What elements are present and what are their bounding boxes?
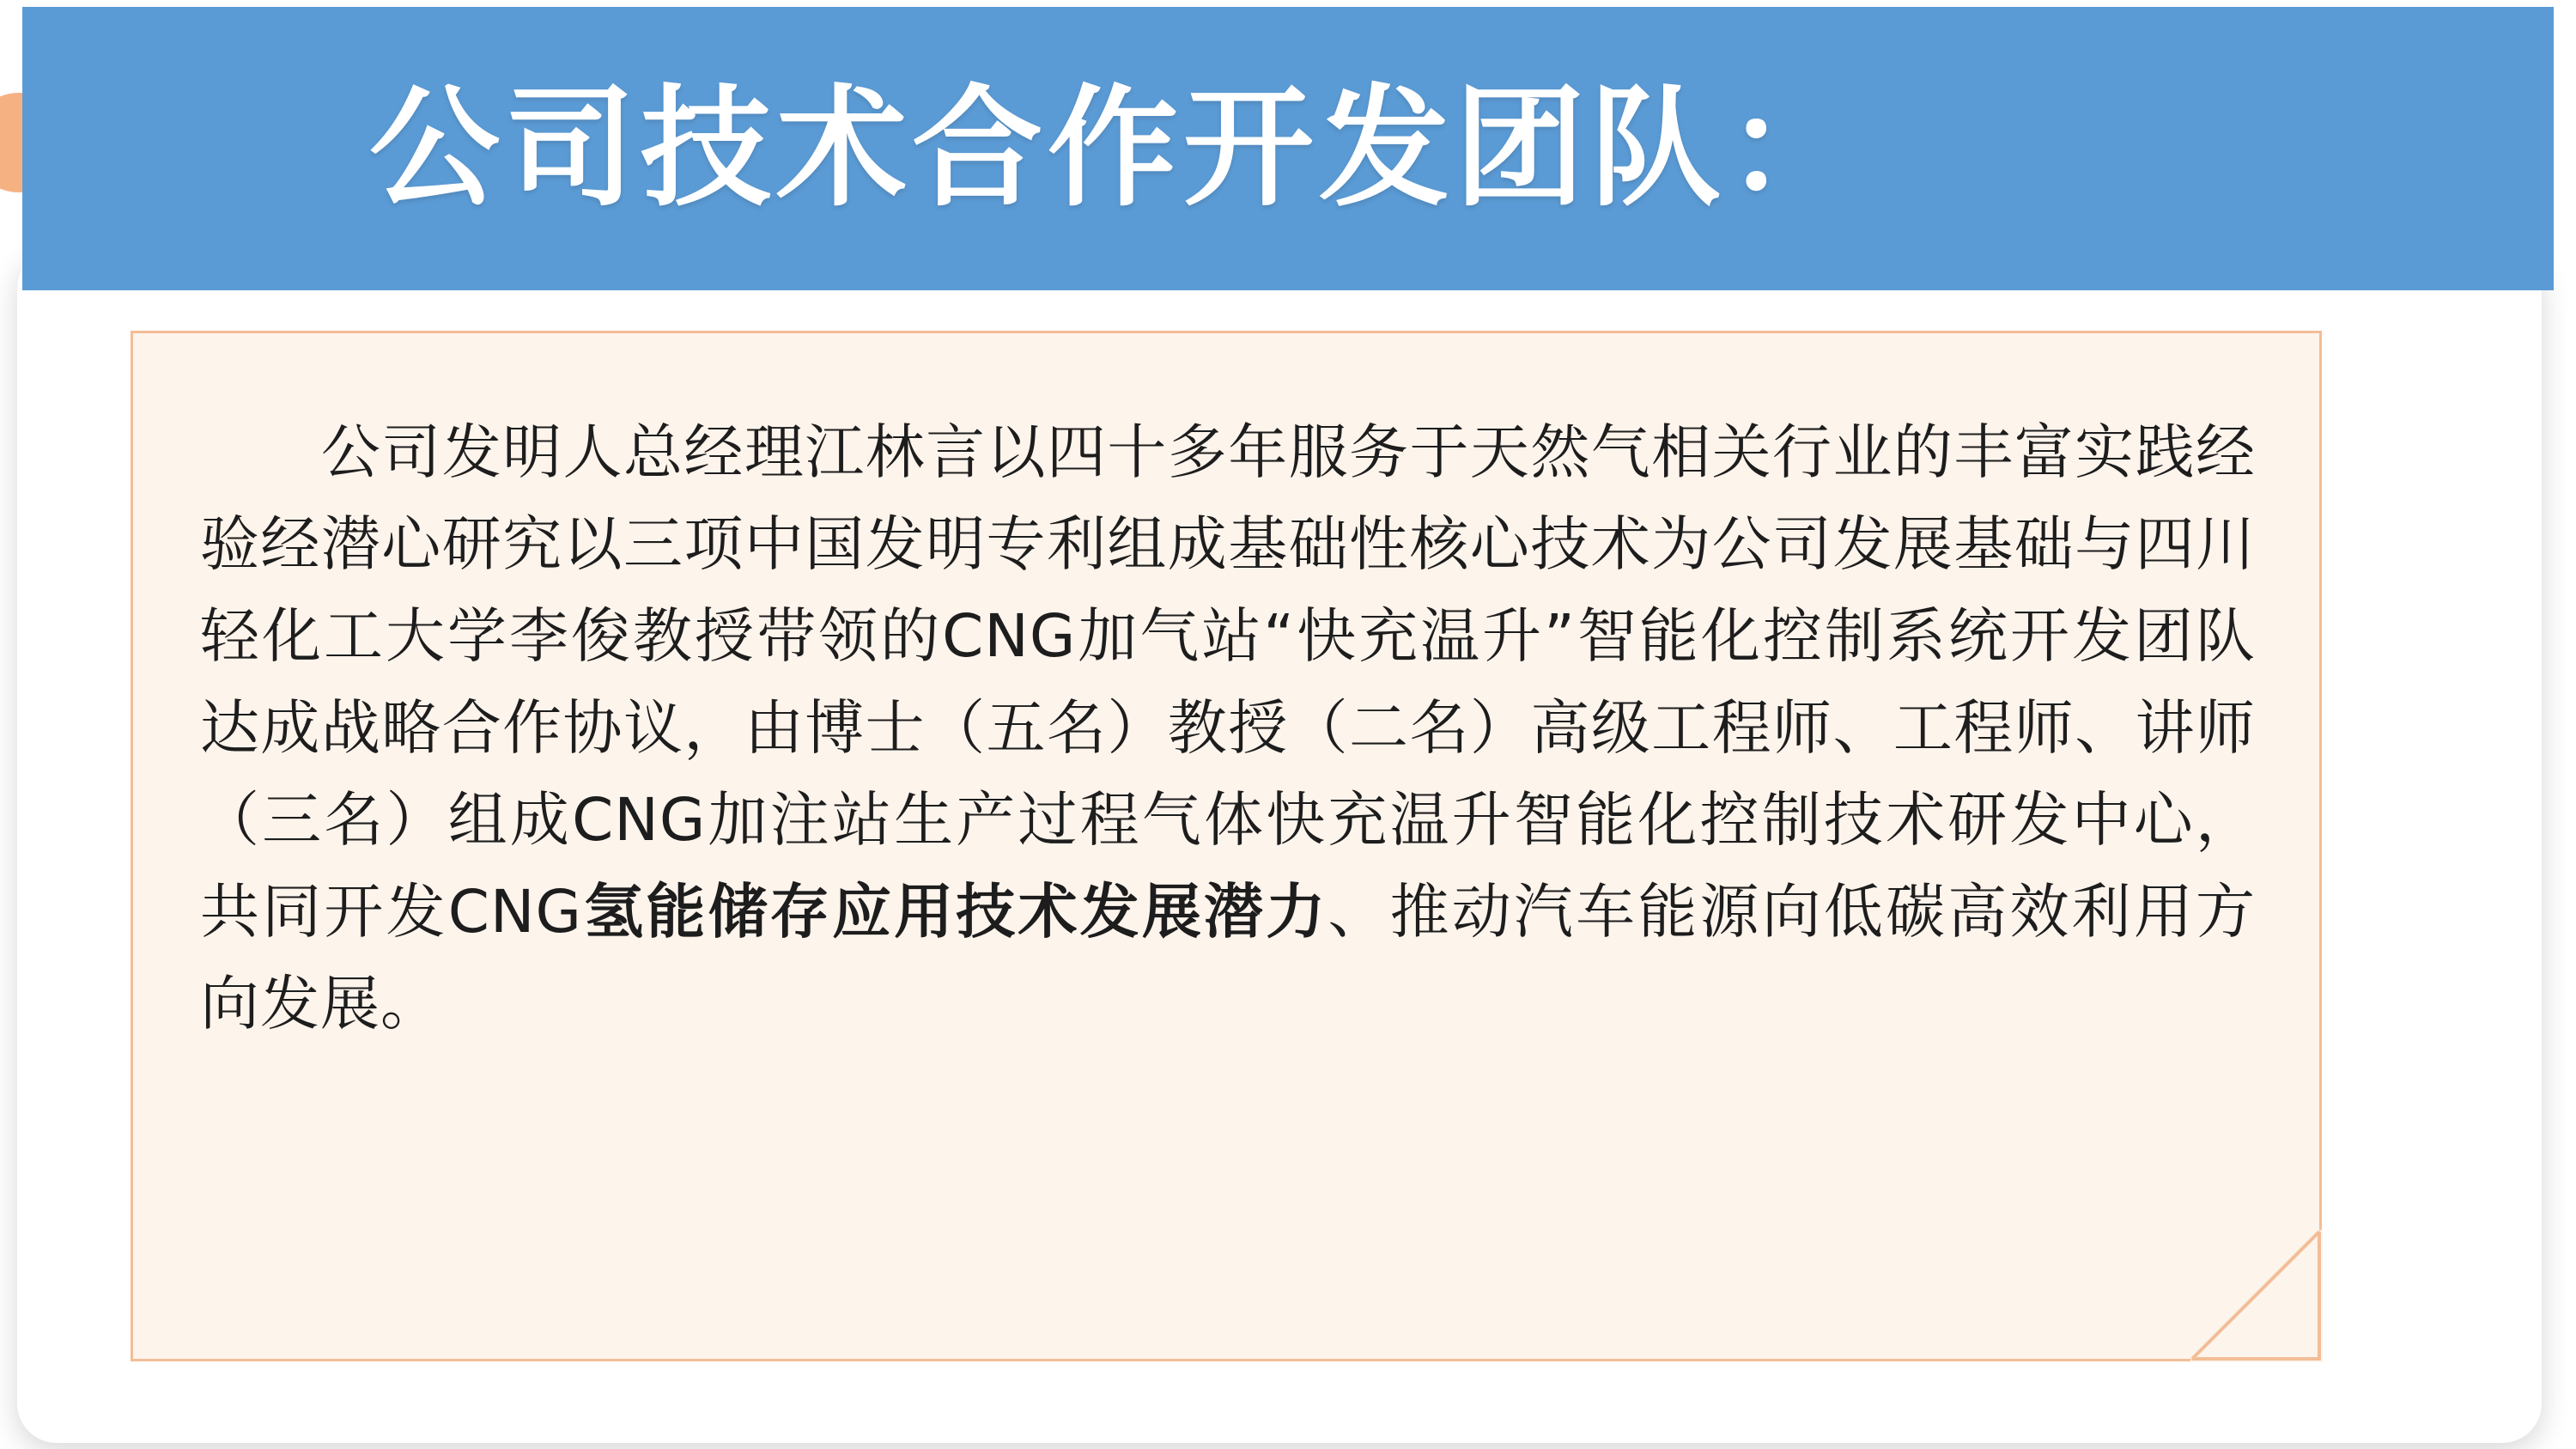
body-paragraph <box>133 333 2324 1050</box>
page-title: 公司技术合作开发团队： <box>369 76 1862 222</box>
body-text-panel <box>131 331 2322 1361</box>
paragraph-segment-2: 、推动汽车能源向低碳高效利用方向发展。 <box>200 878 2257 1038</box>
paragraph-segment-1: 公司发明人总经理江林言以四十多年服务于天然气相关行业的丰富实践经验经潜心研究以三项中国发明专利组成基础性核心技术为公司发展基础与四川轻化工大学李俊教授带领的CNG加气站“快充温升”智能化控制系统开发团队达成战略合作协议，由博士（五名）教授（二名）高级工程师、工程师、讲师（三名）组成CNG加注站生产过程气体快充温升智能化控制技术研发中心，共同开发CNG <box>200 418 2256 947</box>
folded-corner-cut-icon <box>2193 1233 2322 1361</box>
paragraph-segment-bold: 氢能储存应用技术发展潜力 <box>582 878 1328 947</box>
header-bar <box>22 7 2554 290</box>
